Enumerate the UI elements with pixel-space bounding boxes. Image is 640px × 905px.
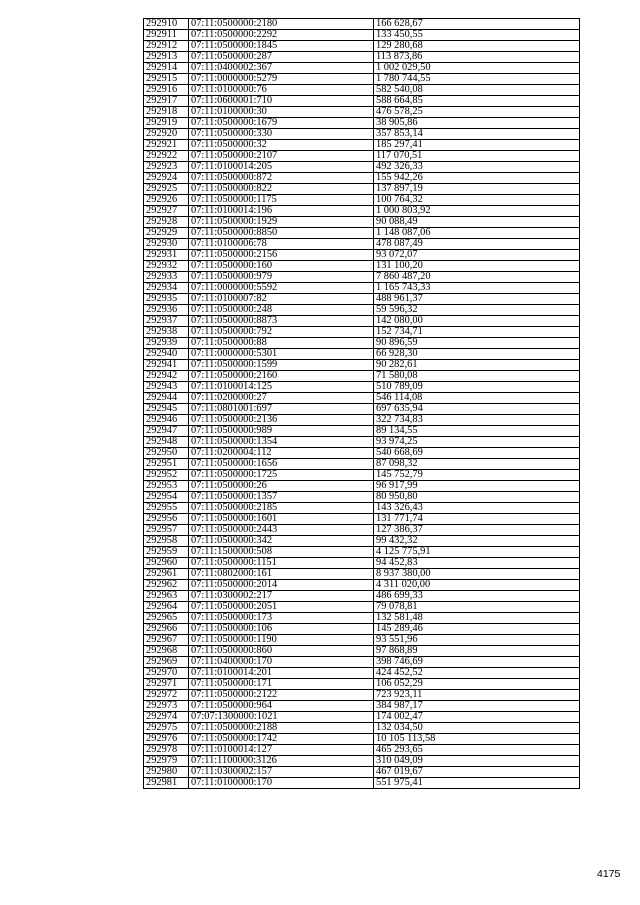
cadastral-number-cell: 07:11:0500000:822 bbox=[189, 184, 374, 195]
cadastral-number-cell: 07:11:0500000:2188 bbox=[189, 723, 374, 734]
table-row bbox=[144, 261, 580, 272]
row-number-cell: 292926 bbox=[144, 195, 189, 206]
row-number-cell: 292932 bbox=[144, 261, 189, 272]
cadastral-value-cell: 143 326,43 bbox=[374, 503, 580, 514]
cadastral-value-cell: 93 072,07 bbox=[374, 250, 580, 261]
table-row bbox=[144, 459, 580, 470]
row-number-cell: 292960 bbox=[144, 558, 189, 569]
cadastral-number-cell: 07:11:0100014:127 bbox=[189, 745, 374, 756]
table-row bbox=[144, 239, 580, 250]
cadastral-value-cell: 384 987,17 bbox=[374, 701, 580, 712]
cadastral-number-cell: 07:11:0500000:1725 bbox=[189, 470, 374, 481]
row-number-cell: 292912 bbox=[144, 41, 189, 52]
cadastral-value-cell: 424 452,52 bbox=[374, 668, 580, 679]
cadastral-value-cell: 132 581,48 bbox=[374, 613, 580, 624]
cadastral-number-cell: 07:11:0500000:248 bbox=[189, 305, 374, 316]
table-row bbox=[144, 745, 580, 756]
table-row bbox=[144, 657, 580, 668]
cadastral-number-cell: 07:11:0100000:170 bbox=[189, 778, 374, 789]
row-number-cell: 292961 bbox=[144, 569, 189, 580]
table-row bbox=[144, 360, 580, 371]
cadastral-value-cell: 166 628,67 bbox=[374, 19, 580, 30]
table-row bbox=[144, 624, 580, 635]
cadastral-number-cell: 07:11:0802000:161 bbox=[189, 569, 374, 580]
cadastral-number-cell: 07:11:0100000:76 bbox=[189, 85, 374, 96]
cadastral-value-cell: 10 105 113,58 bbox=[374, 734, 580, 745]
cadastral-value-cell: 129 280,68 bbox=[374, 41, 580, 52]
cadastral-number-cell: 07:11:0100014:205 bbox=[189, 162, 374, 173]
cadastral-value-cell: 310 049,09 bbox=[374, 756, 580, 767]
table-row bbox=[144, 327, 580, 338]
table-row bbox=[144, 85, 580, 96]
table-row bbox=[144, 536, 580, 547]
cadastral-number-cell: 07:11:0500000:2443 bbox=[189, 525, 374, 536]
table-row bbox=[144, 129, 580, 140]
cadastral-number-cell: 07:11:0500000:1929 bbox=[189, 217, 374, 228]
row-number-cell: 292927 bbox=[144, 206, 189, 217]
cadastral-number-cell: 07:11:0300002:157 bbox=[189, 767, 374, 778]
cadastral-number-cell: 07:11:1500000:508 bbox=[189, 547, 374, 558]
table-row bbox=[144, 107, 580, 118]
cadastral-value-cell: 127 386,37 bbox=[374, 525, 580, 536]
row-number-cell: 292917 bbox=[144, 96, 189, 107]
row-number-cell: 292944 bbox=[144, 393, 189, 404]
cadastral-number-cell: 07:11:0500000:2156 bbox=[189, 250, 374, 261]
cadastral-value-cell: 152 734,71 bbox=[374, 327, 580, 338]
row-number-cell: 292957 bbox=[144, 525, 189, 536]
cadastral-value-cell: 90 088,49 bbox=[374, 217, 580, 228]
cadastral-value-cell: 478 087,49 bbox=[374, 239, 580, 250]
table-row bbox=[144, 503, 580, 514]
cadastral-value-cell: 476 578,25 bbox=[374, 107, 580, 118]
cadastral-value-cell: 131 100,20 bbox=[374, 261, 580, 272]
cadastral-value-cell: 106 052,29 bbox=[374, 679, 580, 690]
cadastral-value-cell: 1 000 803,92 bbox=[374, 206, 580, 217]
table-row bbox=[144, 591, 580, 602]
row-number-cell: 292945 bbox=[144, 404, 189, 415]
cadastral-number-cell: 07:11:0100000:30 bbox=[189, 107, 374, 118]
row-number-cell: 292972 bbox=[144, 690, 189, 701]
cadastral-value-cell: 465 293,65 bbox=[374, 745, 580, 756]
row-number-cell: 292931 bbox=[144, 250, 189, 261]
row-number-cell: 292946 bbox=[144, 415, 189, 426]
table-row bbox=[144, 415, 580, 426]
row-number-cell: 292969 bbox=[144, 657, 189, 668]
cadastral-number-cell: 07:11:0500000:2180 bbox=[189, 19, 374, 30]
cadastral-number-cell: 07:11:0500000:88 bbox=[189, 338, 374, 349]
cadastral-value-cell: 1 148 087,06 bbox=[374, 228, 580, 239]
table-row bbox=[144, 613, 580, 624]
cadastral-number-cell: 07:11:1100000:3126 bbox=[189, 756, 374, 767]
cadastral-value-cell: 59 596,32 bbox=[374, 305, 580, 316]
cadastral-value-cell: 1 780 744,55 bbox=[374, 74, 580, 85]
row-number-cell: 292925 bbox=[144, 184, 189, 195]
cadastral-number-cell: 07:11:0500000:287 bbox=[189, 52, 374, 63]
row-number-cell: 292939 bbox=[144, 338, 189, 349]
table-row bbox=[144, 580, 580, 591]
cadastral-number-cell: 07:07:1300000:1021 bbox=[189, 712, 374, 723]
cadastral-number-cell: 07:11:0500000:2122 bbox=[189, 690, 374, 701]
table-row bbox=[144, 217, 580, 228]
cadastral-value-cell: 93 551,96 bbox=[374, 635, 580, 646]
cadastral-number-cell: 07:11:0500000:979 bbox=[189, 272, 374, 283]
cadastral-value-cell: 90 896,59 bbox=[374, 338, 580, 349]
table-row bbox=[144, 30, 580, 41]
table-row bbox=[144, 679, 580, 690]
cadastral-value-cell: 71 580,08 bbox=[374, 371, 580, 382]
cadastral-value-cell: 486 699,33 bbox=[374, 591, 580, 602]
table-row bbox=[144, 470, 580, 481]
table-body bbox=[144, 19, 580, 789]
table-row bbox=[144, 305, 580, 316]
cadastral-number-cell: 07:11:0500000:1679 bbox=[189, 118, 374, 129]
row-number-cell: 292916 bbox=[144, 85, 189, 96]
cadastral-value-cell: 697 635,94 bbox=[374, 404, 580, 415]
cadastral-number-cell: 07:11:0500000:1190 bbox=[189, 635, 374, 646]
row-number-cell: 292942 bbox=[144, 371, 189, 382]
cadastral-value-cell: 4 311 020,00 bbox=[374, 580, 580, 591]
cadastral-value-cell: 588 664,85 bbox=[374, 96, 580, 107]
row-number-cell: 292966 bbox=[144, 624, 189, 635]
row-number-cell: 292963 bbox=[144, 591, 189, 602]
table-row bbox=[144, 569, 580, 580]
cadastral-number-cell: 07:11:0500000:171 bbox=[189, 679, 374, 690]
cadastral-value-cell: 99 432,32 bbox=[374, 536, 580, 547]
row-number-cell: 292911 bbox=[144, 30, 189, 41]
cadastral-value-cell: 97 868,89 bbox=[374, 646, 580, 657]
row-number-cell: 292921 bbox=[144, 140, 189, 151]
table-row bbox=[144, 283, 580, 294]
cadastral-value-cell: 540 668,69 bbox=[374, 448, 580, 459]
table-row bbox=[144, 701, 580, 712]
cadastral-number-cell: 07:11:0100014:125 bbox=[189, 382, 374, 393]
cadastral-value-cell: 89 134,55 bbox=[374, 426, 580, 437]
cadastral-value-cell: 582 540,08 bbox=[374, 85, 580, 96]
row-number-cell: 292981 bbox=[144, 778, 189, 789]
row-number-cell: 292980 bbox=[144, 767, 189, 778]
cadastral-number-cell: 07:11:0100014:196 bbox=[189, 206, 374, 217]
row-number-cell: 292950 bbox=[144, 448, 189, 459]
cadastral-value-cell: 38 905,86 bbox=[374, 118, 580, 129]
cadastral-value-cell: 723 923,11 bbox=[374, 690, 580, 701]
cadastral-value-cell: 492 326,33 bbox=[374, 162, 580, 173]
table-row bbox=[144, 349, 580, 360]
row-number-cell: 292962 bbox=[144, 580, 189, 591]
table-row bbox=[144, 690, 580, 701]
page-number: 4175 bbox=[597, 868, 621, 880]
table-row bbox=[144, 756, 580, 767]
row-number-cell: 292952 bbox=[144, 470, 189, 481]
cadastral-value-cell: 155 942,26 bbox=[374, 173, 580, 184]
row-number-cell: 292937 bbox=[144, 316, 189, 327]
row-number-cell: 292979 bbox=[144, 756, 189, 767]
row-number-cell: 292951 bbox=[144, 459, 189, 470]
cadastral-number-cell: 07:11:0500000:860 bbox=[189, 646, 374, 657]
row-number-cell: 292933 bbox=[144, 272, 189, 283]
table-row bbox=[144, 63, 580, 74]
cadastral-value-cell: 145 752,79 bbox=[374, 470, 580, 481]
table-row bbox=[144, 140, 580, 151]
table-row bbox=[144, 52, 580, 63]
table-row bbox=[144, 96, 580, 107]
row-number-cell: 292940 bbox=[144, 349, 189, 360]
row-number-cell: 292978 bbox=[144, 745, 189, 756]
table-row bbox=[144, 481, 580, 492]
cadastral-number-cell: 07:11:0500000:2136 bbox=[189, 415, 374, 426]
table-row bbox=[144, 723, 580, 734]
cadastral-value-cell: 1 002 029,50 bbox=[374, 63, 580, 74]
table-row bbox=[144, 151, 580, 162]
cadastral-number-cell: 07:11:0500000:1656 bbox=[189, 459, 374, 470]
row-number-cell: 292974 bbox=[144, 712, 189, 723]
row-number-cell: 292967 bbox=[144, 635, 189, 646]
cadastral-value-cell: 137 897,19 bbox=[374, 184, 580, 195]
row-number-cell: 292941 bbox=[144, 360, 189, 371]
cadastral-number-cell: 07:11:0500000:342 bbox=[189, 536, 374, 547]
table-row bbox=[144, 184, 580, 195]
cadastral-number-cell: 07:11:0500000:2160 bbox=[189, 371, 374, 382]
cadastral-number-cell: 07:11:0500000:2107 bbox=[189, 151, 374, 162]
table-row bbox=[144, 767, 580, 778]
cadastral-number-cell: 07:11:0200004:112 bbox=[189, 448, 374, 459]
cadastral-number-cell: 07:11:0500000:173 bbox=[189, 613, 374, 624]
cadastral-value-cell: 113 873,86 bbox=[374, 52, 580, 63]
cadastral-number-cell: 07:11:0500000:964 bbox=[189, 701, 374, 712]
table-row bbox=[144, 294, 580, 305]
table-row bbox=[144, 558, 580, 569]
cadastral-number-cell: 07:11:0100007:82 bbox=[189, 294, 374, 305]
cadastral-number-cell: 07:11:0400000:170 bbox=[189, 657, 374, 668]
table-row bbox=[144, 525, 580, 536]
cadastral-value-cell: 90 282,61 bbox=[374, 360, 580, 371]
table-row bbox=[144, 712, 580, 723]
cadastral-number-cell: 07:11:0500000:106 bbox=[189, 624, 374, 635]
cadastral-number-cell: 07:11:0000000:5592 bbox=[189, 283, 374, 294]
row-number-cell: 292915 bbox=[144, 74, 189, 85]
cadastral-number-cell: 07:11:0000000:5279 bbox=[189, 74, 374, 85]
row-number-cell: 292948 bbox=[144, 437, 189, 448]
table-row bbox=[144, 448, 580, 459]
row-number-cell: 292914 bbox=[144, 63, 189, 74]
table-row bbox=[144, 492, 580, 503]
cadastral-value-cell: 1 165 743,33 bbox=[374, 283, 580, 294]
cadastral-number-cell: 07:11:0500000:1357 bbox=[189, 492, 374, 503]
cadastral-number-cell: 07:11:0100006:78 bbox=[189, 239, 374, 250]
row-number-cell: 292918 bbox=[144, 107, 189, 118]
row-number-cell: 292956 bbox=[144, 514, 189, 525]
cadastral-number-cell: 07:11:0500000:160 bbox=[189, 261, 374, 272]
row-number-cell: 292975 bbox=[144, 723, 189, 734]
table-row bbox=[144, 602, 580, 613]
cadastral-number-cell: 07:11:0600001:710 bbox=[189, 96, 374, 107]
table-row bbox=[144, 437, 580, 448]
cadastral-number-cell: 07:11:0500000:8873 bbox=[189, 316, 374, 327]
cadastral-value-cell: 94 452,83 bbox=[374, 558, 580, 569]
cadastral-value-cell: 100 764,32 bbox=[374, 195, 580, 206]
cadastral-number-cell: 07:11:0500000:2292 bbox=[189, 30, 374, 41]
table-row bbox=[144, 426, 580, 437]
table-row bbox=[144, 173, 580, 184]
cadastral-number-cell: 07:11:0500000:989 bbox=[189, 426, 374, 437]
row-number-cell: 292922 bbox=[144, 151, 189, 162]
cadastral-value-cell: 467 019,67 bbox=[374, 767, 580, 778]
cadastral-value-cell: 322 734,83 bbox=[374, 415, 580, 426]
cadastral-value-cell: 117 070,51 bbox=[374, 151, 580, 162]
row-number-cell: 292976 bbox=[144, 734, 189, 745]
table-row bbox=[144, 382, 580, 393]
table-row bbox=[144, 371, 580, 382]
table-row bbox=[144, 668, 580, 679]
row-number-cell: 292920 bbox=[144, 129, 189, 140]
cadastral-number-cell: 07:11:0100014:201 bbox=[189, 668, 374, 679]
table-row bbox=[144, 162, 580, 173]
table-row bbox=[144, 195, 580, 206]
row-number-cell: 292954 bbox=[144, 492, 189, 503]
cadastral-value-cell: 546 114,08 bbox=[374, 393, 580, 404]
table-row bbox=[144, 635, 580, 646]
cadastral-number-cell: 07:11:0801001:697 bbox=[189, 404, 374, 415]
row-number-cell: 292924 bbox=[144, 173, 189, 184]
row-number-cell: 292965 bbox=[144, 613, 189, 624]
table-row bbox=[144, 393, 580, 404]
row-number-cell: 292958 bbox=[144, 536, 189, 547]
cadastral-value-cell: 133 450,55 bbox=[374, 30, 580, 41]
cadastral-value-table bbox=[143, 18, 580, 789]
cadastral-value-cell: 357 853,14 bbox=[374, 129, 580, 140]
row-number-cell: 292968 bbox=[144, 646, 189, 657]
cadastral-value-cell: 510 789,09 bbox=[374, 382, 580, 393]
row-number-cell: 292959 bbox=[144, 547, 189, 558]
table-row bbox=[144, 646, 580, 657]
cadastral-value-cell: 142 080,00 bbox=[374, 316, 580, 327]
cadastral-value-cell: 93 974,25 bbox=[374, 437, 580, 448]
table-row bbox=[144, 228, 580, 239]
cadastral-number-cell: 07:11:0500000:1599 bbox=[189, 360, 374, 371]
table-row bbox=[144, 250, 580, 261]
row-number-cell: 292934 bbox=[144, 283, 189, 294]
cadastral-value-cell: 398 746,69 bbox=[374, 657, 580, 668]
cadastral-value-cell: 87 098,32 bbox=[374, 459, 580, 470]
row-number-cell: 292973 bbox=[144, 701, 189, 712]
cadastral-value-cell: 488 961,37 bbox=[374, 294, 580, 305]
cadastral-number-cell: 07:11:0500000:330 bbox=[189, 129, 374, 140]
cadastral-number-cell: 07:11:0500000:792 bbox=[189, 327, 374, 338]
cadastral-value-cell: 185 297,41 bbox=[374, 140, 580, 151]
cadastral-value-cell: 174 002,47 bbox=[374, 712, 580, 723]
cadastral-number-cell: 07:11:0400002:367 bbox=[189, 63, 374, 74]
cadastral-number-cell: 07:11:0500000:26 bbox=[189, 481, 374, 492]
row-number-cell: 292938 bbox=[144, 327, 189, 338]
table-row bbox=[144, 41, 580, 52]
cadastral-number-cell: 07:11:0300002:217 bbox=[189, 591, 374, 602]
table-row bbox=[144, 547, 580, 558]
table-row bbox=[144, 734, 580, 745]
row-number-cell: 292947 bbox=[144, 426, 189, 437]
table-row bbox=[144, 272, 580, 283]
cadastral-value-cell: 145 289,46 bbox=[374, 624, 580, 635]
cadastral-number-cell: 07:11:0500000:1354 bbox=[189, 437, 374, 448]
cadastral-number-cell: 07:11:0000000:5301 bbox=[189, 349, 374, 360]
row-number-cell: 292913 bbox=[144, 52, 189, 63]
table-row bbox=[144, 19, 580, 30]
table-row bbox=[144, 338, 580, 349]
table-row bbox=[144, 316, 580, 327]
row-number-cell: 292919 bbox=[144, 118, 189, 129]
cadastral-value-cell: 66 928,30 bbox=[374, 349, 580, 360]
row-number-cell: 292929 bbox=[144, 228, 189, 239]
cadastral-number-cell: 07:11:0500000:1151 bbox=[189, 558, 374, 569]
cadastral-number-cell: 07:11:0500000:8850 bbox=[189, 228, 374, 239]
row-number-cell: 292970 bbox=[144, 668, 189, 679]
cadastral-value-cell: 79 078,81 bbox=[374, 602, 580, 613]
row-number-cell: 292910 bbox=[144, 19, 189, 30]
cadastral-value-cell: 551 975,41 bbox=[374, 778, 580, 789]
row-number-cell: 292964 bbox=[144, 602, 189, 613]
table-row bbox=[144, 74, 580, 85]
row-number-cell: 292936 bbox=[144, 305, 189, 316]
row-number-cell: 292930 bbox=[144, 239, 189, 250]
cadastral-number-cell: 07:11:0500000:32 bbox=[189, 140, 374, 151]
cadastral-value-cell: 96 917,99 bbox=[374, 481, 580, 492]
table-row bbox=[144, 778, 580, 789]
table-row bbox=[144, 404, 580, 415]
cadastral-number-cell: 07:11:0500000:2051 bbox=[189, 602, 374, 613]
cadastral-number-cell: 07:11:0500000:1845 bbox=[189, 41, 374, 52]
row-number-cell: 292928 bbox=[144, 217, 189, 228]
table-row bbox=[144, 206, 580, 217]
row-number-cell: 292955 bbox=[144, 503, 189, 514]
row-number-cell: 292943 bbox=[144, 382, 189, 393]
cadastral-number-cell: 07:11:0500000:1175 bbox=[189, 195, 374, 206]
cadastral-number-cell: 07:11:0500000:2185 bbox=[189, 503, 374, 514]
cadastral-number-cell: 07:11:0500000:872 bbox=[189, 173, 374, 184]
cadastral-value-cell: 131 771,74 bbox=[374, 514, 580, 525]
cadastral-value-cell: 7 860 487,20 bbox=[374, 272, 580, 283]
cadastral-number-cell: 07:11:0500000:2014 bbox=[189, 580, 374, 591]
cadastral-number-cell: 07:11:0200000:27 bbox=[189, 393, 374, 404]
row-number-cell: 292935 bbox=[144, 294, 189, 305]
row-number-cell: 292923 bbox=[144, 162, 189, 173]
table-row bbox=[144, 118, 580, 129]
cadastral-number-cell: 07:11:0500000:1742 bbox=[189, 734, 374, 745]
table-row bbox=[144, 514, 580, 525]
cadastral-value-cell: 132 034,50 bbox=[374, 723, 580, 734]
row-number-cell: 292953 bbox=[144, 481, 189, 492]
cadastral-value-cell: 8 937 380,00 bbox=[374, 569, 580, 580]
cadastral-value-cell: 80 950,80 bbox=[374, 492, 580, 503]
row-number-cell: 292971 bbox=[144, 679, 189, 690]
cadastral-value-cell: 4 125 775,91 bbox=[374, 547, 580, 558]
cadastral-number-cell: 07:11:0500000:1601 bbox=[189, 514, 374, 525]
